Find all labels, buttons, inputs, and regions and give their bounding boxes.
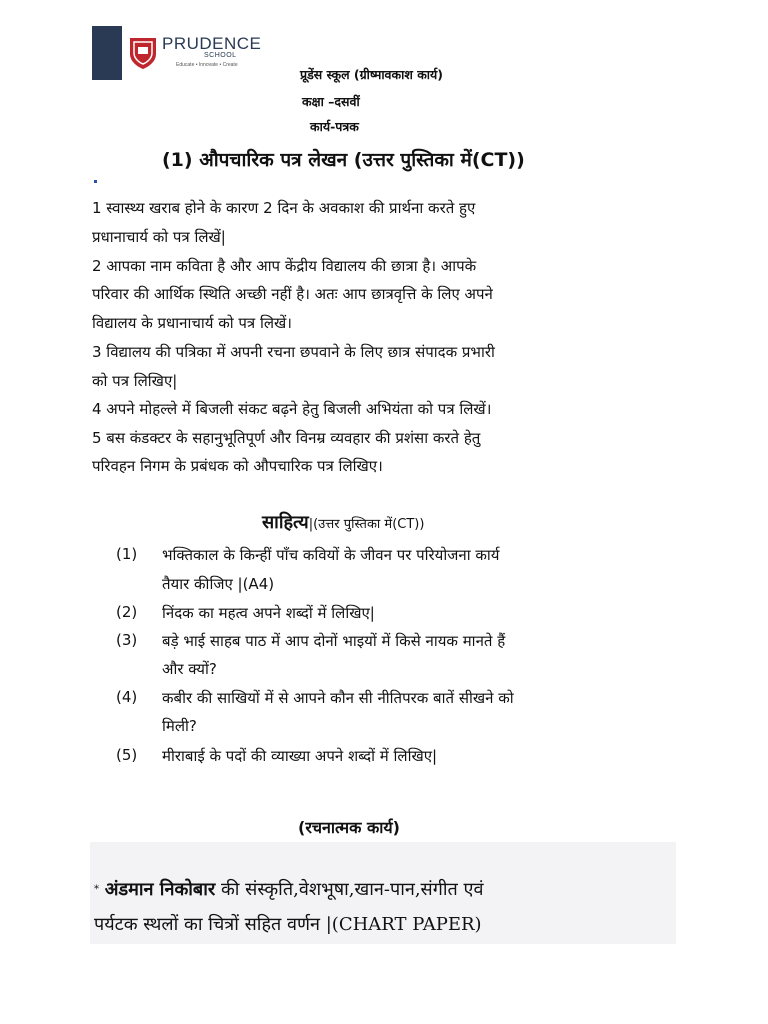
worksheet-heading: कार्य-पत्रक — [310, 119, 359, 134]
shield-icon — [128, 36, 158, 70]
creative-work-heading: (रचनात्मक कार्य) — [298, 818, 400, 837]
letter-line: 3 विद्यालय की पत्रिका में अपनी रचना छपवाने के लिए छात्र संपादक प्रभारी — [92, 343, 495, 361]
letter-line: परिवार की आर्थिक स्थिति अच्छी नहीं है। अतः आप छात्रवृत्ति के लिए अपने — [92, 285, 493, 303]
literature-heading — [262, 510, 424, 534]
section-title-formal-letter: (1) औपचारिक पत्र लेखन (उत्तर पुस्तिका में(CT)) — [162, 149, 525, 171]
task-bold-text: अंडमान निकोबार — [104, 879, 216, 900]
logo-side-block — [92, 26, 122, 80]
list-item: भक्तिकाल के किन्हीं पाँच कवियों के जीवन पर परियोजना कार्य — [162, 546, 500, 564]
letter-line: 2 आपका नाम कविता है और आप केंद्रीय विद्यालय की छात्रा है। आपके — [92, 257, 477, 275]
list-item: मिली? — [162, 717, 197, 735]
letter-line: 1 स्वास्थ्य खराब होने के कारण 2 दिन के अवकाश की प्रार्थना करते हुए — [92, 199, 476, 217]
list-number: (5) — [116, 746, 138, 764]
list-number: (2) — [116, 603, 138, 621]
logo-tagline: Educate • Innovate • Create — [176, 62, 238, 68]
school-logo — [128, 34, 268, 74]
letter-line: प्रधानाचार्य को पत्र लिखें| — [92, 228, 226, 246]
task-text: की संस्कृति,वेशभूषा,खान-पान,संगीत एवं — [215, 879, 484, 900]
letter-line: विद्यालय के प्रधानाचार्य को पत्र लिखें। — [92, 314, 292, 332]
list-item: कबीर की साखियों में से आपने कौन सी नीतिपरक बातें सीखने को — [162, 689, 514, 707]
list-item: निंदक का महत्व अपने शब्दों में लिखिए| — [162, 604, 375, 622]
list-number: (1) — [116, 545, 138, 563]
class-heading: कक्षा –दसवीं — [302, 94, 360, 109]
letter-line: परिवहन निगम के प्रबंधक को औपचारिक पत्र लिखिए। — [92, 457, 383, 475]
creative-task-line-1 — [94, 877, 483, 901]
task-bullet: * — [94, 884, 99, 895]
literature-subtitle: |(उत्तर पुस्तिका में(CT)) — [308, 517, 425, 532]
literature-title: साहित्य — [262, 512, 309, 533]
logo-name: PRUDENCE — [162, 34, 262, 53]
letter-line: 5 बस कंडक्टर के सहानुभूतिपूर्ण और विनम्र व्यवहार की प्रशंसा करते हेतु — [92, 429, 481, 447]
letter-line: 4 अपने मोहल्ले में बिजली संकट बढ़ने हेतु बिजली अभियंता को पत्र लिखें। — [92, 400, 492, 418]
logo-sub: SCHOOL — [204, 52, 237, 59]
list-item: मीराबाई के पदों की व्याख्या अपने शब्दों में लिखिए| — [162, 747, 438, 765]
list-item: बड़े भाई साहब पाठ में आप दोनों भाइयों में किसे नायक मानते हैं — [162, 632, 506, 650]
bullet-dot — [94, 180, 97, 183]
school-heading: प्रूडेंस स्कूल (ग्रीष्मावकाश कार्य) — [300, 67, 443, 82]
list-item: और क्यों? — [162, 660, 217, 678]
letter-line: को पत्र लिखिए| — [92, 372, 178, 390]
list-number: (4) — [116, 688, 138, 706]
creative-task-line-2: पर्यटक स्थलों का चित्रों सहित वर्णन |(CHART PAPER) — [94, 914, 482, 935]
list-number: (3) — [116, 631, 138, 649]
list-item: तैयार कीजिए |(A4) — [162, 575, 275, 593]
